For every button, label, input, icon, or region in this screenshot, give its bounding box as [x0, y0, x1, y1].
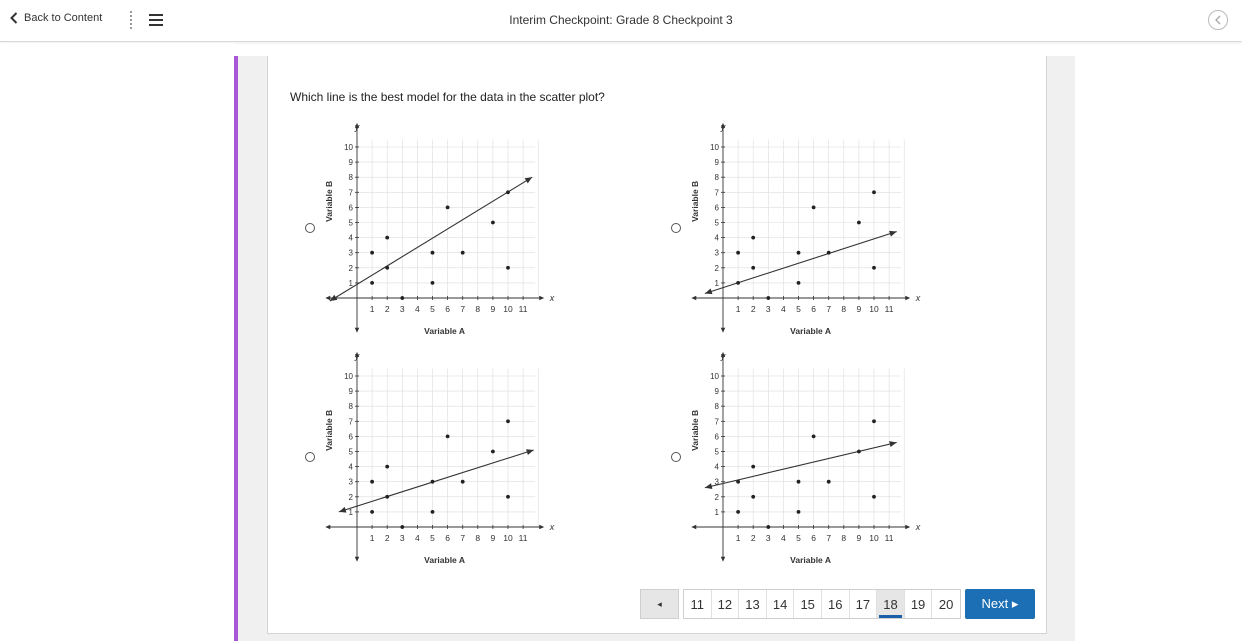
data-point: [751, 465, 755, 469]
x-tick-label: 11: [518, 304, 528, 314]
page-button[interactable]: 20: [938, 596, 954, 612]
x-tick-label: 11: [884, 533, 894, 543]
data-point: [446, 206, 450, 210]
data-point: [797, 251, 801, 255]
y-tick-label: 7: [714, 188, 719, 198]
y-axis-title: Variable B: [324, 180, 334, 222]
left-margin: [0, 43, 234, 641]
scatter-plot-d: [686, 347, 921, 567]
model-line: [339, 447, 534, 512]
data-point: [431, 281, 435, 285]
data-point: [370, 480, 374, 484]
data-point: [461, 251, 465, 255]
y-tick-label: 1: [348, 507, 353, 517]
x-tick-label: 7: [826, 304, 832, 314]
y-variable-label: y: [354, 351, 360, 361]
data-point: [370, 510, 374, 514]
page-button[interactable]: 11: [684, 590, 712, 618]
data-point: [751, 495, 755, 499]
data-point: [400, 296, 404, 300]
current-page-button[interactable]: 18: [877, 590, 905, 618]
x-tick-label: 3: [399, 304, 405, 314]
x-tick-label: 10: [503, 533, 513, 543]
y-tick-label: 1: [714, 278, 719, 288]
previous-page-button[interactable]: ◂: [640, 589, 679, 619]
x-tick-label: 3: [765, 533, 771, 543]
data-point: [797, 281, 801, 285]
data-point: [506, 495, 510, 499]
back-to-content-label: Back to Content: [24, 12, 103, 24]
x-tick-label: 11: [884, 304, 894, 314]
y-tick-label: 8: [714, 173, 719, 183]
x-tick-label: 6: [811, 304, 816, 314]
data-point: [370, 281, 374, 285]
x-axis-arrow: [325, 525, 330, 529]
y-tick-label: 3: [348, 477, 353, 487]
x-tick-label: 3: [399, 533, 405, 543]
data-point: [736, 251, 740, 255]
x-tick-label: 5: [796, 304, 801, 314]
y-variable-label: y: [354, 122, 360, 132]
x-axis-arrow: [539, 525, 544, 529]
y-tick-label: 7: [714, 417, 719, 427]
page-button[interactable]: 12: [712, 590, 740, 618]
x-variable-label: x: [549, 293, 555, 303]
model-line-arrow: [704, 288, 713, 296]
x-axis-arrow: [691, 525, 696, 529]
x-axis-title: Variable A: [424, 326, 465, 336]
x-tick-label: 8: [475, 304, 481, 314]
y-tick-label: 5: [348, 447, 353, 457]
model-line-arrow: [338, 507, 346, 515]
data-point: [385, 495, 389, 499]
y-tick-label: 8: [348, 402, 353, 412]
x-tick-label: 2: [384, 304, 390, 314]
x-tick-label: 4: [415, 533, 420, 543]
answer-radio-d[interactable]: [671, 452, 681, 462]
page-button[interactable]: 15: [794, 590, 822, 618]
x-tick-label: 8: [475, 533, 481, 543]
data-point: [461, 480, 465, 484]
y-axis-arrow: [721, 557, 725, 562]
x-tick-label: 1: [369, 533, 375, 543]
x-tick-label: 5: [430, 533, 435, 543]
y-tick-label: 5: [348, 218, 353, 228]
data-point: [766, 296, 770, 300]
data-point: [431, 251, 435, 255]
y-axis-arrow: [355, 557, 359, 562]
question-text: Which line is the best model for the data in the scatter plot?: [290, 90, 605, 104]
data-point: [857, 221, 861, 225]
scatter-plot-a: [320, 118, 555, 338]
x-tick-label: 10: [869, 533, 879, 543]
y-variable-label: y: [720, 122, 726, 132]
data-point: [812, 206, 816, 210]
x-tick-label: 2: [384, 533, 390, 543]
y-tick-label: 3: [714, 477, 719, 487]
y-tick-label: 3: [348, 248, 353, 258]
scatter-plot-c: [320, 347, 555, 567]
y-axis-title: Variable B: [690, 180, 700, 222]
y-variable-label: y: [720, 351, 726, 361]
x-axis-arrow: [539, 296, 544, 300]
data-point: [857, 450, 861, 454]
x-tick-label: 2: [750, 533, 756, 543]
y-tick-label: 9: [348, 158, 353, 168]
data-point: [431, 510, 435, 514]
x-tick-label: 9: [490, 304, 496, 314]
data-point: [872, 266, 876, 270]
x-tick-label: 7: [460, 533, 466, 543]
y-tick-label: 4: [348, 233, 353, 243]
data-point: [827, 251, 831, 255]
x-variable-label: x: [915, 293, 921, 303]
model-line: [705, 442, 897, 487]
data-point: [812, 435, 816, 439]
y-tick-label: 10: [710, 143, 719, 152]
model-line-arrow: [704, 483, 712, 490]
y-tick-label: 5: [714, 218, 719, 228]
data-point: [751, 266, 755, 270]
scatter-plot-b: [686, 118, 921, 338]
x-axis-arrow: [905, 525, 910, 529]
data-point: [491, 450, 495, 454]
y-tick-label: 9: [714, 387, 719, 397]
page-button[interactable]: 19: [905, 590, 933, 618]
x-axis-arrow: [691, 296, 696, 300]
data-point: [400, 525, 404, 529]
answer-radio-b[interactable]: [671, 223, 681, 233]
data-point: [797, 510, 801, 514]
page-button[interactable]: 13: [739, 590, 767, 618]
model-line-arrow: [889, 229, 898, 237]
y-tick-label: 9: [348, 387, 353, 397]
data-point: [736, 480, 740, 484]
y-tick-label: 5: [714, 447, 719, 457]
question-pager: [640, 589, 1035, 619]
y-tick-label: 9: [714, 158, 719, 168]
model-line-arrow: [525, 175, 534, 184]
y-tick-label: 8: [714, 402, 719, 412]
x-tick-label: 4: [781, 533, 786, 543]
y-tick-label: 1: [348, 278, 353, 288]
y-tick-label: 1: [714, 507, 719, 517]
data-point: [872, 190, 876, 194]
y-tick-label: 6: [714, 203, 719, 213]
y-tick-label: 4: [348, 462, 353, 472]
x-axis-arrow: [325, 296, 330, 300]
answer-radio-a[interactable]: [305, 223, 315, 233]
data-point: [385, 236, 389, 240]
model-line-arrow: [526, 447, 534, 455]
top-bar: [0, 0, 1242, 42]
data-point: [385, 266, 389, 270]
data-point: [827, 480, 831, 484]
x-tick-label: 9: [856, 533, 862, 543]
y-tick-label: 7: [348, 188, 353, 198]
x-tick-label: 9: [490, 533, 496, 543]
y-tick-label: 2: [714, 263, 719, 273]
data-point: [370, 251, 374, 255]
y-tick-label: 6: [348, 432, 353, 442]
x-tick-label: 6: [445, 533, 450, 543]
data-point: [506, 190, 510, 194]
x-tick-label: 7: [460, 304, 466, 314]
x-tick-label: 6: [445, 304, 450, 314]
x-axis-title: Variable A: [424, 555, 465, 565]
page-button[interactable]: 14: [767, 590, 795, 618]
data-point: [736, 281, 740, 285]
y-axis-title: Variable B: [690, 409, 700, 451]
model-line-arrow: [889, 440, 897, 447]
y-tick-label: 2: [348, 492, 353, 502]
collapse-panel-icon[interactable]: [1208, 10, 1228, 30]
scatter-plot-svg: [320, 347, 555, 567]
y-tick-label: 3: [714, 248, 719, 258]
y-tick-label: 6: [714, 432, 719, 442]
x-axis-title: Variable A: [790, 555, 831, 565]
data-point: [491, 221, 495, 225]
scatter-plot-svg: [686, 118, 921, 338]
data-point: [872, 419, 876, 423]
data-point: [751, 236, 755, 240]
x-tick-label: 1: [735, 304, 741, 314]
page-button[interactable]: 16: [822, 590, 850, 618]
x-axis-arrow: [905, 296, 910, 300]
y-axis-arrow: [355, 328, 359, 333]
x-tick-label: 8: [841, 304, 847, 314]
y-axis-arrow: [721, 328, 725, 333]
data-point: [766, 525, 770, 529]
x-tick-label: 5: [796, 533, 801, 543]
y-axis-title: Variable B: [324, 409, 334, 451]
data-point: [797, 480, 801, 484]
x-variable-label: x: [915, 522, 921, 532]
y-tick-label: 10: [344, 143, 353, 152]
scatter-plot-svg: [320, 118, 555, 338]
next-button[interactable]: Next ▸: [965, 589, 1035, 619]
y-tick-label: 7: [348, 417, 353, 427]
x-tick-label: 11: [518, 533, 528, 543]
model-line: [705, 232, 897, 294]
page-button[interactable]: 17: [850, 590, 878, 618]
x-tick-label: 4: [415, 304, 420, 314]
x-tick-label: 7: [826, 533, 832, 543]
x-variable-label: x: [549, 522, 555, 532]
page-title: Interim Checkpoint: Grade 8 Checkpoint 3: [509, 13, 733, 27]
scatter-plot-svg: [686, 347, 921, 567]
data-point: [736, 510, 740, 514]
x-tick-label: 8: [841, 533, 847, 543]
data-point: [506, 266, 510, 270]
x-tick-label: 10: [503, 304, 513, 314]
x-axis-title: Variable A: [790, 326, 831, 336]
x-tick-label: 1: [369, 304, 375, 314]
x-tick-label: 5: [430, 304, 435, 314]
x-tick-label: 3: [765, 304, 771, 314]
y-tick-label: 10: [710, 372, 719, 381]
y-tick-label: 8: [348, 173, 353, 183]
x-tick-label: 1: [735, 533, 741, 543]
x-tick-label: 2: [750, 304, 756, 314]
data-point: [385, 465, 389, 469]
y-tick-label: 10: [344, 372, 353, 381]
data-point: [446, 435, 450, 439]
x-tick-label: 6: [811, 533, 816, 543]
answer-radio-c[interactable]: [305, 452, 315, 462]
y-tick-label: 2: [714, 492, 719, 502]
x-tick-label: 9: [856, 304, 862, 314]
y-tick-label: 2: [348, 263, 353, 273]
data-point: [431, 480, 435, 484]
y-tick-label: 6: [348, 203, 353, 213]
data-point: [506, 419, 510, 423]
y-tick-label: 4: [714, 233, 719, 243]
data-point: [872, 495, 876, 499]
page-number-list: [683, 589, 961, 619]
y-tick-label: 4: [714, 462, 719, 472]
x-tick-label: 4: [781, 304, 786, 314]
x-tick-label: 10: [869, 304, 879, 314]
